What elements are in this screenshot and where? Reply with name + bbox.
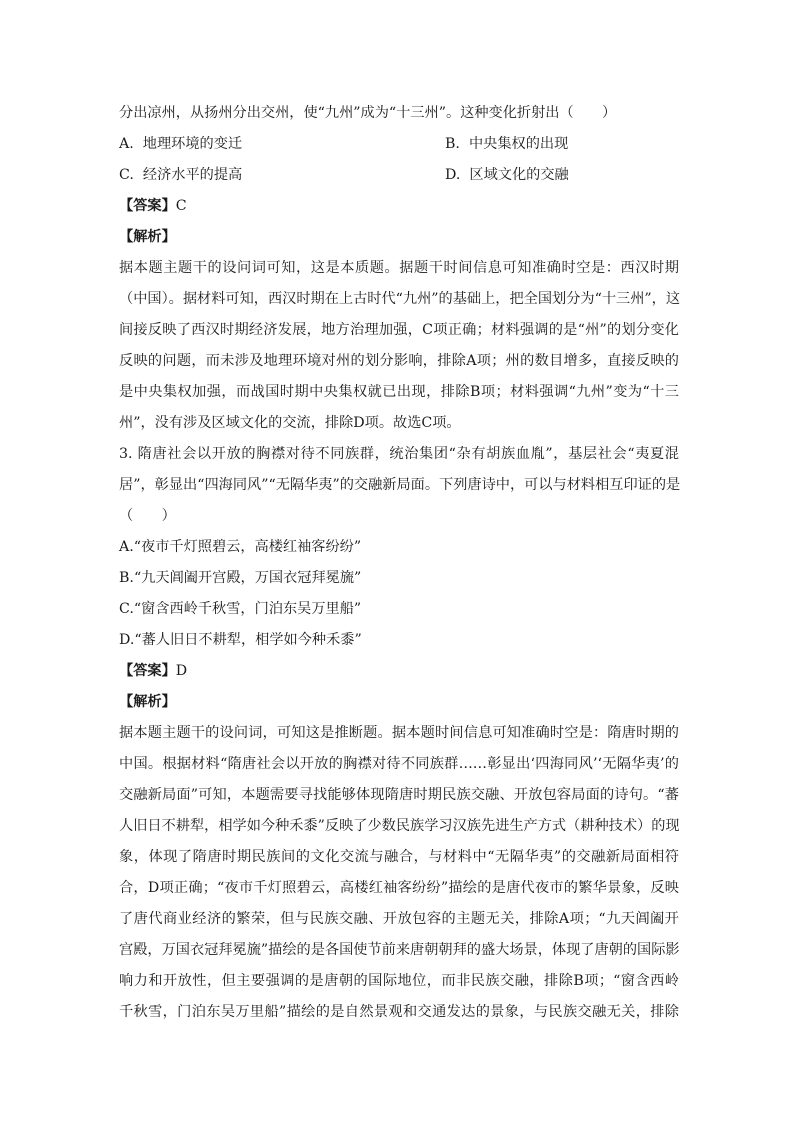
q3-analysis-line: 宫殿，万国衣冠拜冕旒”描绘的是各国使节前来唐朝朝拜的盛大场景，体现了唐朝的国际影 — [119, 942, 680, 958]
q3-analysis-line: 交融新局面”可知，本题需要寻找能够体现隋唐时期民族交融、开放包容局面的诗句。“蕃 — [119, 787, 679, 803]
q3-analysis-line: 合，D项正确；“夜市千灯照碧云，高楼红袖客纷纷”描绘的是唐代夜市的繁华景象，反映 — [119, 880, 679, 896]
q3-analysis-line: 象，体现了隋唐时期民族间的文化交流与融合，与材料中“无隔华夷”的交融新局面相符 — [119, 849, 679, 865]
q2-options-row-2 — [119, 160, 679, 191]
q3-analysis-line: 千秋雪，门泊东吴万里船”描绘的是自然景观和交通发达的景象，与民族交融无关，排除 — [119, 1004, 679, 1020]
q3-option-d: D.“蕃人旧日不耕犁，相学如今种禾黍” — [119, 632, 362, 648]
q2-analysis-line: 反映的问题，而未涉及地理环境对州的划分影响，排除A项；州的数目增多，直接反映的 — [119, 353, 679, 369]
q2-analysis-label: 【解析】 — [119, 229, 176, 245]
q2-analysis-line: 是中央集权加强，而战国时期中央集权就已出现，排除B项；材料强调“九州”变为“十三 — [119, 384, 679, 400]
q3-analysis-line: 据本题主题干的设问词，可知这是推断题。据本题时间信息可知准确时空是：隋唐时期的 — [119, 725, 679, 741]
q3-analysis-label: 【解析】 — [119, 694, 176, 710]
q2-option-d: D. 区域文化的交融 — [445, 167, 569, 183]
document-content — [119, 98, 679, 1028]
q3-analysis-line: 响力和开放性，但主要强调的是唐朝的国际地位，而非民族交融，排除B项；“窗含西岭 — [119, 973, 679, 989]
q3-option-a: A.“夜市千灯照碧云，高楼红袖客纷纷” — [119, 539, 362, 555]
q3-stem-line: 居”，彰显出“四海同风”“无隔华夷”的交融新局面。下列唐诗中，可以与材料相互印证的是 — [119, 477, 681, 493]
q3-analysis-line: 了唐代商业经济的繁荣，但与民族交融、开放包容的主题无关，排除A项；“九天阊阖开 — [119, 911, 679, 927]
q3-answer: 【答案】D — [119, 663, 188, 679]
q2-analysis-line: 据本题主题干的设问词可知，这是本质题。据题干时间信息可知准确时空是：西汉时期 — [119, 260, 679, 276]
q2-option-a: A. 地理环境的变迁 — [119, 136, 243, 152]
q2-option-c: C. 经济水平的提高 — [119, 167, 243, 183]
q2-analysis-line: （中国）。据材料可知，西汉时期在上古时代“九州”的基础上，把全国划分为“十三州”，这 — [119, 291, 681, 307]
q3-option-b: B.“九天阊阖开宫殿，万国衣冠拜冕旒” — [119, 570, 362, 586]
q3-stem-line: 3. 隋唐社会以开放的胸襟对待不同族群，统治集团“杂有胡族血胤”，基层社会“夷夏混 — [119, 446, 679, 462]
q2-options-row-1 — [119, 129, 679, 160]
q2-stem-tail: 分出凉州，从扬州分出交州，使“九州”成为“十三州”。这种变化折射出（ ） — [119, 105, 617, 121]
q3-option-c: C.“窗含西岭千秋雪，门泊东吴万里船” — [119, 601, 362, 617]
q2-answer: 【答案】C — [119, 198, 187, 214]
q3-analysis-line: 中国。根据材料“隋唐社会以开放的胸襟对待不同族群……彰显出‘四海同风’‘无隔华夷’的 — [119, 756, 679, 772]
q2-analysis-line: 间接反映了西汉时期经济发展，地方治理加强，C项正确；材料强调的是“州”的划分变化 — [119, 322, 679, 338]
q3-analysis-line: 人旧日不耕犁，相学如今种禾黍”反映了少数民族学习汉族先进生产方式（耕种技术）的现 — [119, 818, 680, 834]
q2-analysis-line: 州”，没有涉及区域文化的交流，排除D项。故选C项。 — [119, 415, 461, 431]
q2-option-b: B. 中央集权的出现 — [445, 136, 569, 152]
q3-stem-line: （ ） — [119, 508, 176, 524]
